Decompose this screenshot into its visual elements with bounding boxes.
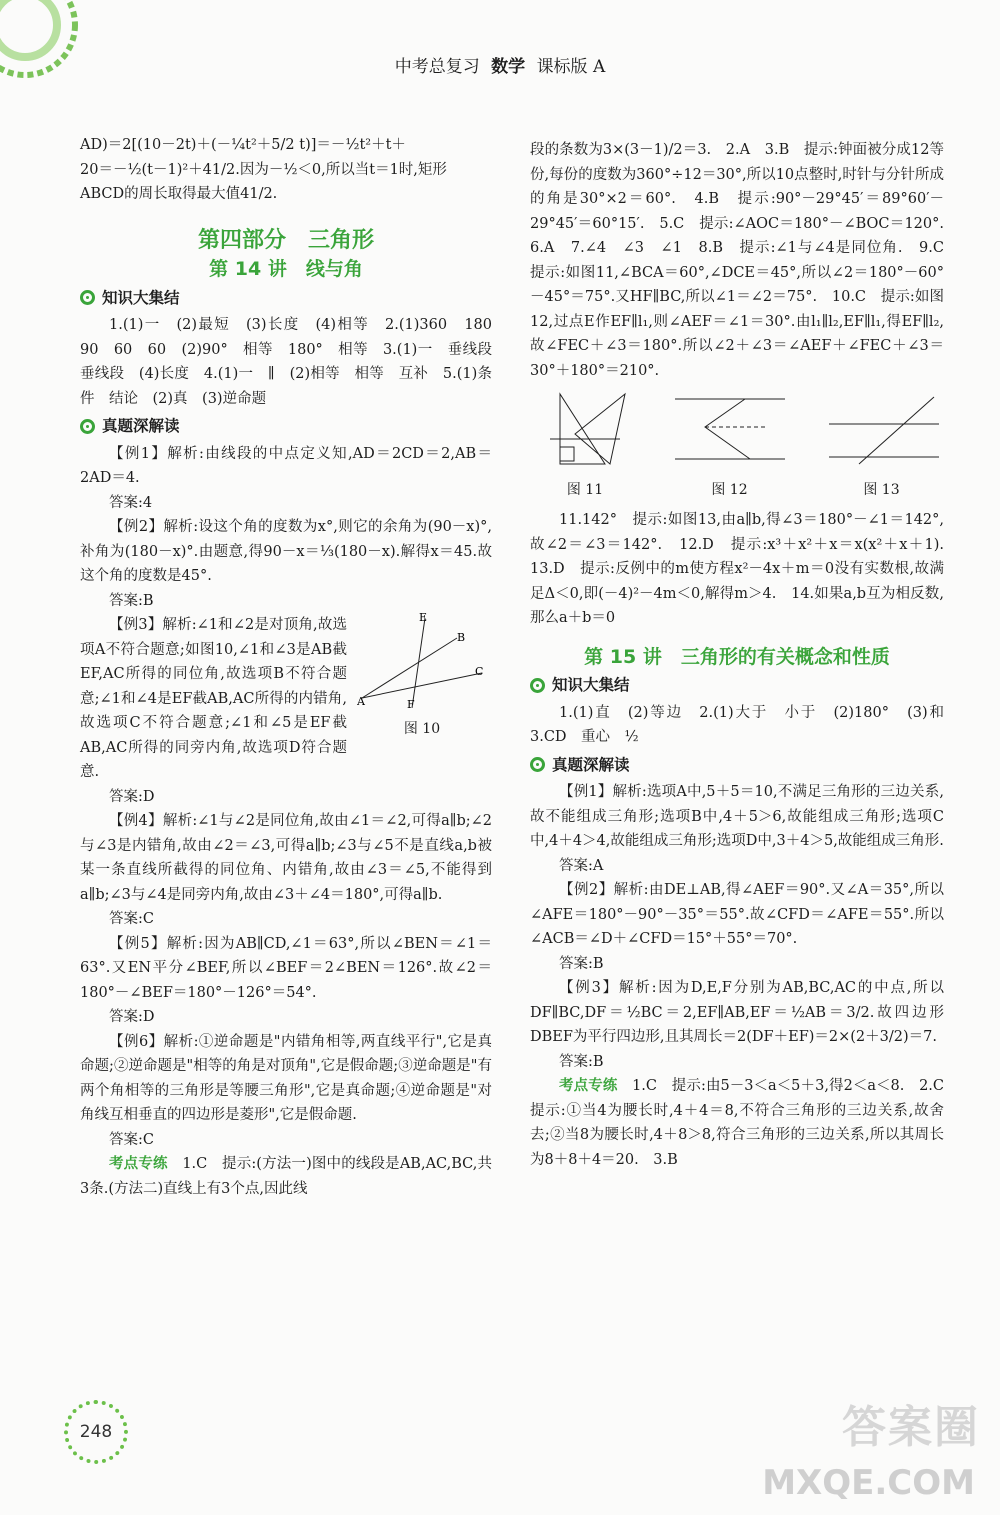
intro-line-3: ABCD的周长取得最大值41/2. — [80, 186, 278, 202]
svg-text:A: A — [357, 695, 365, 708]
practice-label: 考点专练 — [109, 1156, 168, 1172]
practice-paragraph — [530, 1074, 959, 1172]
right-column — [530, 138, 959, 1172]
section-icon — [80, 419, 95, 434]
watermark-logo: 答案圈 — [842, 1402, 980, 1453]
header-edition: 课标版 A — [536, 57, 606, 77]
lecture-title: 第 15 讲 三角形的有关概念和性质 — [584, 645, 890, 668]
intro-line-2: 20＝－½(t－1)²＋41/2.因为－½＜0,所以当t＝1时,矩形 — [80, 161, 447, 178]
section-icon — [530, 757, 545, 772]
svg-text:B: B — [457, 631, 466, 644]
answer-3: 答案:B — [559, 1053, 604, 1070]
figure-12 — [670, 389, 790, 502]
example-6: 【例6】解析:①逆命题是"内错角相等,两直线平行",它是真命题;②逆命题是"相等的角是对顶角",它是假命题;③逆命题是"有两个角相等的三角形是等腰三角形",它是真命题;④逆命题是"对角线互相垂直的四边形是菱形",它是假命题. — [80, 1033, 492, 1123]
section-label: 知识大集结 — [552, 676, 630, 694]
answer-4: 答案:C — [109, 911, 154, 927]
section-heading — [80, 414, 492, 439]
knowledge-text: 1.(1)一 (2)最短 (3)长度 (4)相等 2.(1)360 180 90 60 60 (2)90° 相等 180° 相等 3.(1)一 垂线段 垂线段 (4)长度 4.(1)一 ∥ (2)相等 相等 互补 5.(1)条件 结论 (2)真 (3)逆命题 — [80, 317, 507, 407]
figure-11 — [530, 389, 640, 502]
practice-text: 1.C 提示:(方法一)图中的线段是AB,AC,BC,共3条.(方法二)直线上有3个点,因此线 — [80, 1156, 493, 1197]
svg-text:F: F — [407, 698, 415, 708]
left-column — [80, 133, 507, 1201]
example-2: 【例2】解析:由DE⊥AB,得∠AEF＝90°.又∠A＝35°,所以∠AFE＝180°－90°－35°＝55°.故∠CFD＝∠AFE＝55°.所以∠ACB＝∠D＋∠CFD＝15°＋55°＝70°. — [530, 882, 944, 947]
figures-row — [530, 389, 944, 502]
watermark-url: MXQE.COM — [762, 1463, 975, 1503]
section-label: 知识大集结 — [102, 288, 180, 307]
figure-12-caption: 图 12 — [711, 481, 748, 498]
practice-paragraph — [80, 1152, 492, 1201]
example-1: 【例1】解析:选项A中,5＋5＝10,不满足三角形的三边关系,故不能组成三角形;选项B中,4＋5＞6,故能组成三角形;选项C中,4＋4＞4,故能组成三角形;选项D中,3＋4＞5,故能组成三角形. — [530, 784, 944, 849]
figure-13-diagram — [819, 389, 944, 469]
figure-10 — [352, 613, 492, 741]
lecture-title: 第 14 讲 线与角 — [209, 258, 363, 280]
example-3: 【例3】解析:因为D,E,F分别为AB,BC,AC的中点,所以DF∥BC,DF＝½BC＝2,EF∥AB,EF＝½AB＝3/2.故四边形DBEF为平行四边形,且其周长＝2(DF＋EF)＝2×(2＋3/2)＝7. — [530, 980, 944, 1045]
section-heading — [530, 673, 944, 698]
svg-text:E: E — [419, 613, 428, 624]
figure-12-diagram — [670, 389, 790, 469]
example-1: 【例1】解析:由线段的中点定义知,AD＝2CD＝2,AB＝2AD＝4. — [80, 445, 492, 486]
svg-text:C: C — [475, 665, 484, 678]
section-icon — [80, 290, 95, 305]
figure-13-caption: 图 13 — [863, 481, 900, 498]
answers-paragraph-1: 段的条数为3×(3－1)/2＝3. 2.A 3.B 提示:钟面被分成12等份,每份的度数为360°÷12＝30°,所以10点整时,时针与分针所成的角是30°×2＝60°. 4.B 提示:90°－29°45′＝89°60′－29°45′＝60°15′. 5.C 提示:∠AOC＝180°－∠BOC＝120°. 6.A 7.∠4 ∠3 ∠1 8.B 提示:∠1与∠4是同位角. 9.C 提示:如图11,∠BCA＝60°,∠DCE＝45°,所以∠2＝180°－60°－45°＝75°.又HF∥BC,所以∠1＝∠2＝75°. 10.C 提示:如图12,过点E作EF∥l₁,则∠AEF＝∠1＝30°.由l₁∥l₂,EF∥l₁,得EF∥l₂,故∠FEC＋∠3＝180°.所以∠2＋∠3＝∠AEF＋∠FEC＋∠3＝30°＋180°＝210°. — [530, 142, 959, 379]
example-5: 【例5】解析:因为AB∥CD,∠1＝63°,所以∠BEN＝∠1＝63°.又EN平分∠BEF,所以∠BEF＝2∠BEN＝126°.故∠2＝180°－∠BEF＝180°－126°＝54°. — [80, 935, 492, 1001]
example-3-block — [80, 613, 492, 785]
page-number: 248 — [64, 1400, 128, 1464]
figure-11-diagram — [530, 389, 640, 469]
practice-label: 考点专练 — [559, 1078, 618, 1094]
figure-11-caption: 图 11 — [566, 481, 604, 498]
answer-3: 答案:D — [109, 788, 155, 805]
answer-6: 答案:C — [109, 1131, 154, 1148]
practice-text: 1.C 提示:由5－3＜a＜5＋3,得2＜a＜8. 2.C 提示:①当4为腰长时,4＋4＝8,不符合三角形的三边关系,故舍去;②当8为腰长时,4＋8＞8,符合三角形的三边关系,所以其周长为8＋8＋4＝20. 3.B — [530, 1078, 959, 1168]
header-title: 中考总复习 — [394, 57, 480, 77]
section-heading — [530, 753, 944, 778]
answer-2: 答案:B — [109, 592, 154, 609]
example-4: 【例4】解析:∠1与∠2是同位角,故由∠1＝∠2,可得a∥b;∠2与∠3是内错角,故由∠2＝∠3,可得a∥b;∠3与∠5不是直线a,b被某一条直线所截得的同位角、内错角,故由∠3＝∠5,不能得到a∥b;∠3与∠4是同旁内角,故由∠3＋∠4＝180°,可得a∥b. — [80, 813, 492, 903]
answer-5: 答案:D — [109, 1009, 155, 1025]
figure-10-diagram — [357, 613, 487, 708]
section-label: 真题深解读 — [552, 755, 630, 774]
answers-paragraph-2: 11.142° 提示:如图13,由a∥b,得∠3＝180°－∠1＝142°,故∠2＝∠3＝142°. 12.D 提示:x³＋x²＋x＝x(x²＋x＋1). 13.D 提示:反例中的m使方程x²－4x＋m＝0没有实数根,故满足Δ＜0,即(－4)²－4m＜0,解得m＞4. 14.如果a,b互为相反数,那么a＋b＝0 — [530, 512, 959, 626]
knowledge-text: 1.(1)直 (2)等边 2.(1)大于 小于 (2)180° (3)和 3.CD 重心 ½ — [530, 704, 959, 745]
figure-13 — [819, 389, 944, 502]
intro-line-1: AD)＝2[(10－2t)＋(－¼t²＋5/2 t)]＝－½t²＋t＋ — [80, 137, 406, 153]
part-title: 第四部分 三角形 — [197, 227, 374, 253]
section-heading — [80, 286, 492, 311]
figure-10-caption: 图 10 — [403, 720, 441, 737]
answer-1: 答案:A — [559, 857, 604, 874]
answer-2: 答案:B — [559, 955, 604, 972]
example-2: 【例2】解析:设这个角的度数为x°,则它的余角为(90－x)°,补角为(180－x)°.由题意,得90－x＝⅓(180－x).解得x＝45.故这个角的度数是45°. — [80, 519, 492, 584]
header-subject: 数学 — [491, 57, 526, 77]
section-icon — [530, 678, 545, 693]
answer-1: 答案:4 — [109, 494, 153, 511]
page-header — [0, 52, 1000, 77]
example-3: 【例3】解析:∠1和∠2是对顶角,故选项A不符合题意;如图10,∠1和∠3是AB截EF,AC所得的同位角,故选项B不符合题意;∠1和∠4是EF截AB,AC所得的内错角,故选项C不符合题意;∠1和∠5是EF截AB,AC所得的同旁内角,故选项D符合题意. — [80, 617, 347, 780]
section-label: 真题深解读 — [102, 417, 180, 435]
